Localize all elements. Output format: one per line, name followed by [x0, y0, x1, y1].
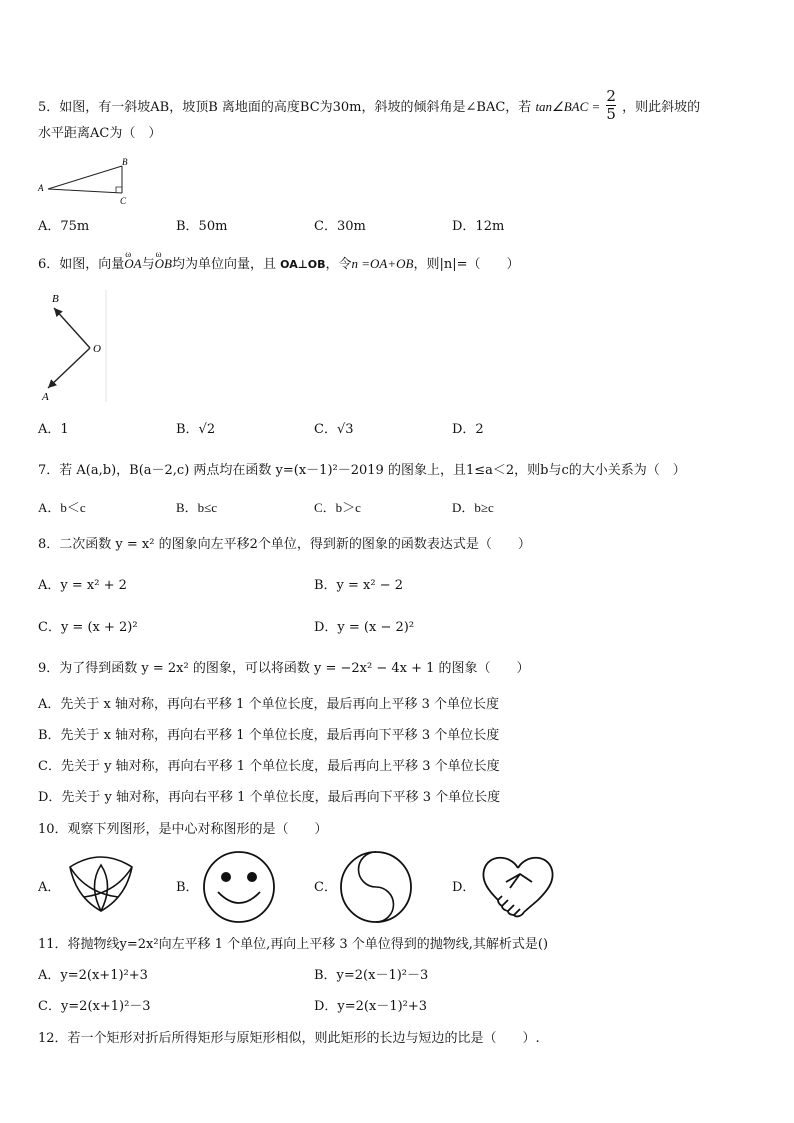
q10-option-d-letter: D．	[452, 880, 476, 895]
q8-option-a: A．y = x² + 2	[38, 578, 127, 593]
q9-stem: 9．为了得到函数 y = 2x² 的图象，可以将函数 y = −2x² − 4x + 1 的图象（ ）	[38, 661, 530, 676]
q9-option-a: A．先关于 x 轴对称，再向右平移 1 个单位长度，最后再向上平移 3 个单位长度	[38, 697, 500, 712]
q5-label-a: A	[38, 183, 44, 193]
q6-t1: 6．如图，向量	[38, 257, 125, 272]
q6-perp: OA⊥OB	[280, 258, 326, 271]
q5-slope-figure	[38, 158, 138, 206]
q6-t2: 与	[141, 257, 155, 272]
q10-stem: 10．观察下列图形，是中心对称图形的是（ ）	[38, 822, 328, 837]
q5-option-b: B．50m	[176, 219, 228, 234]
q11-stem: 11．将抛物线y=2x²向左平移 1 个单位,再向上平移 3 个单位得到的抛物线,其解析式是()	[38, 937, 549, 952]
q5-label-c: C	[120, 196, 127, 206]
q11-option-a: A．y=2(x+1)²+3	[38, 968, 148, 983]
q5-frac-den: 5	[606, 105, 616, 123]
q11-option-c: C．y=2(x+1)²－3	[38, 999, 151, 1014]
q5-label-b: B	[122, 157, 128, 167]
q6-label-b: B	[52, 293, 59, 305]
q10-option-a-letter: A．	[38, 880, 61, 895]
q5-fraction	[606, 88, 616, 123]
q6-label-o: O	[93, 343, 101, 355]
q11-option-d: D．y=2(x－1)²+3	[314, 999, 428, 1014]
q6-label-a: A	[42, 391, 49, 403]
q6-t3: 均为单位向量，且	[171, 257, 276, 272]
q6-n-eq: n =OA+OB	[351, 256, 414, 271]
smiley-face-icon	[202, 850, 276, 924]
q6-option-c: C．√3	[314, 422, 354, 437]
q5-tan-expr: tan∠BAC =	[535, 99, 601, 114]
q9-option-d: D．先关于 y 轴对称，再向右平移 1 个单位长度，最后再向下平移 3 个单位长度	[38, 790, 501, 805]
q5-option-d: D．12m	[452, 219, 505, 234]
trefoil-knot-icon	[66, 853, 136, 915]
q9-option-c: C．先关于 y 轴对称，再向右平移 1 个单位长度，最后再向上平移 3 个单位长度	[38, 759, 500, 774]
handshake-heart-icon	[480, 852, 556, 920]
q7-stem: 7．若 A(a,b)，B(a－2,c) 两点均在函数 y=(x－1)²－2019 的图象上，且1≤a＜2，则b与c的大小关系为（ ）	[38, 463, 686, 478]
q6-vec-ob: ω OB	[155, 256, 172, 272]
q5-stem-line2: 水平距离AC为（ ）	[38, 126, 162, 141]
q6-t4: ，令	[325, 257, 352, 272]
q6-option-a: A．1	[38, 422, 69, 437]
q10-option-b-letter: B．	[176, 880, 199, 895]
q8-option-b: B．y = x² − 2	[314, 578, 404, 593]
q5-stem-a: 5．如图，有一斜坡AB，坡顶B 离地面的高度BC为30m，斜坡的倾斜角是∠BAC，若	[38, 100, 532, 115]
q5-frac-num: 2	[606, 87, 616, 105]
q5-option-a: A．75m	[38, 219, 90, 234]
q8-stem: 8．二次函数 y = x² 的图象向左平移2个单位，得到新的图象的函数表达式是（ ）	[38, 537, 531, 552]
q8-option-d: D．y = (x − 2)²	[314, 620, 415, 635]
q5-stem-line1	[38, 87, 701, 125]
q6-vec-oa: ω OA	[124, 256, 141, 272]
q11-option-b: B．y=2(x－1)²－3	[314, 968, 429, 983]
q6-option-d: D．2	[452, 422, 484, 437]
q6-t5: ，则|n|=（ ）	[413, 257, 520, 272]
yin-yang-icon	[339, 850, 413, 924]
q6-stem	[38, 256, 520, 273]
q8-option-c: C．y = (x + 2)²	[38, 620, 138, 635]
q7-option-d: D．b≥c	[452, 500, 494, 515]
q12-stem: 12．若一个矩形对折后所得矩形与原矩形相似，则此矩形的长边与短边的比是（ ）.	[38, 1031, 540, 1046]
q7-option-a: A．b＜c	[38, 500, 86, 515]
q7-option-c: C．b＞c	[314, 500, 361, 515]
q7-option-b: B．b≤c	[176, 500, 218, 515]
q10-option-c-letter: C．	[314, 880, 337, 895]
q5-option-c: C．30m	[314, 219, 366, 234]
q6-vector-figure	[38, 288, 110, 404]
q6-option-b: B．√2	[176, 422, 216, 437]
q9-option-b: B．先关于 x 轴对称，再向右平移 1 个单位长度，最后再向下平移 3 个单位长度	[38, 728, 500, 743]
q5-stem-b: ，则此斜坡的	[622, 100, 701, 115]
